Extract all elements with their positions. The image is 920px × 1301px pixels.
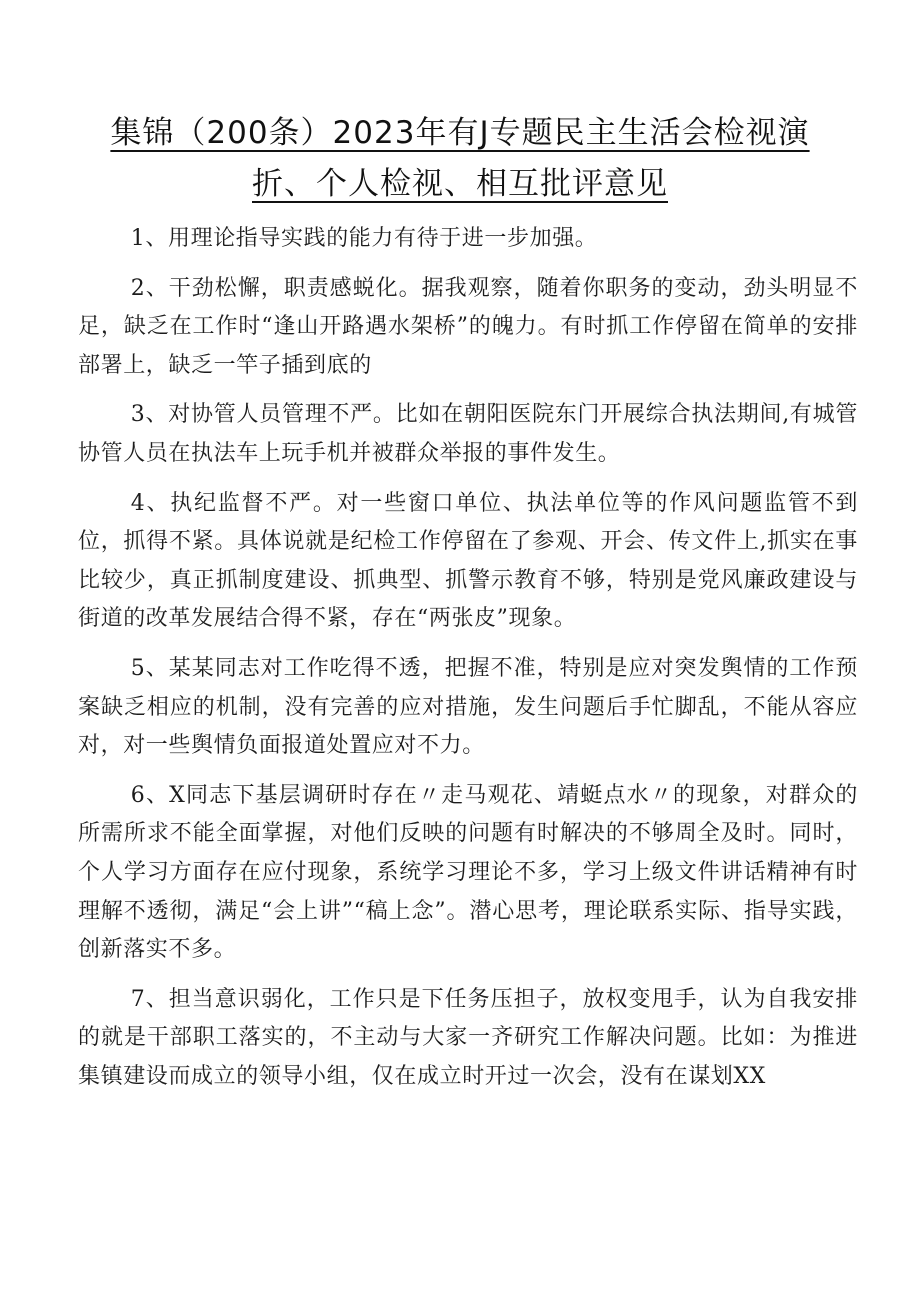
document-title (70, 108, 850, 210)
paragraph-5: 5、某某同志对工作吃得不透，把握不准，特别是应对突发舆情的工作预案缺乏相应的机制，没有完善的应对措施，发生问题后手忙脚乱，不能从容应对，对一些舆情负面报道处置应对不力。 (78, 655, 858, 759)
paragraph-6: 6、X同志下基层调研时存在〃走马观花、靖蜓点水〃的现象，对群众的所需所求不能全面掌握，对他们反映的问题有时解决的不够周全及时。同时，个人学习方面存在应付现象，系统学习理论不多，学习上级文件讲话精神有时理解不透彻，满足“会上讲”“稿上念”。潜心思考，理论联系实际、指导实践，创新落实不多。 (78, 782, 858, 963)
title-line-2: 折、个人检视、相互批评意见 (252, 166, 668, 202)
paragraph-4: 4、执纪监督不严。对一些窗口单位、执法单位等的作风问题监管不到位，抓得不紧。具体说就是纪检工作停留在了参观、开会、传文件上,抓实在事比较少，真正抓制度建设、抓典型、抓警示教育不够，特别是党风廉政建设与街道的改革发展结合得不紧，存在“两张皮”现象。 (78, 490, 858, 632)
paragraph-7: 7、担当意识弱化，工作只是下任务压担子，放权变甩手，认为自我安排的就是干部职工落实的，不主动与大家一齐研究工作解决问题。比如：为推进集镇建设而成立的领导小组，仅在成立时开过一次会，没有在谋划XX (78, 986, 858, 1089)
paragraph-2: 2、干劲松懈，职责感蜕化。据我观察，随着你职务的变动，劲头明显不足，缺乏在工作时“逢山开路遇水架桥”的魄力。有时抓工作停留在简单的安排部署上，缺乏一竿子插到底的 (78, 275, 858, 378)
paragraph-1: 1、用理论指导实践的能力有待于进一步加强。 (130, 226, 598, 251)
paragraph-3: 3、对协管人员管理不严。比如在朝阳医院东门开展综合执法期间,有城管协管人员在执法车上玩手机并被群众举报的事件发生。 (78, 402, 858, 466)
title-line-1: 集锦（200条）2023年有J专题民主生活会检视演 (110, 115, 810, 151)
document-body (78, 220, 858, 1107)
